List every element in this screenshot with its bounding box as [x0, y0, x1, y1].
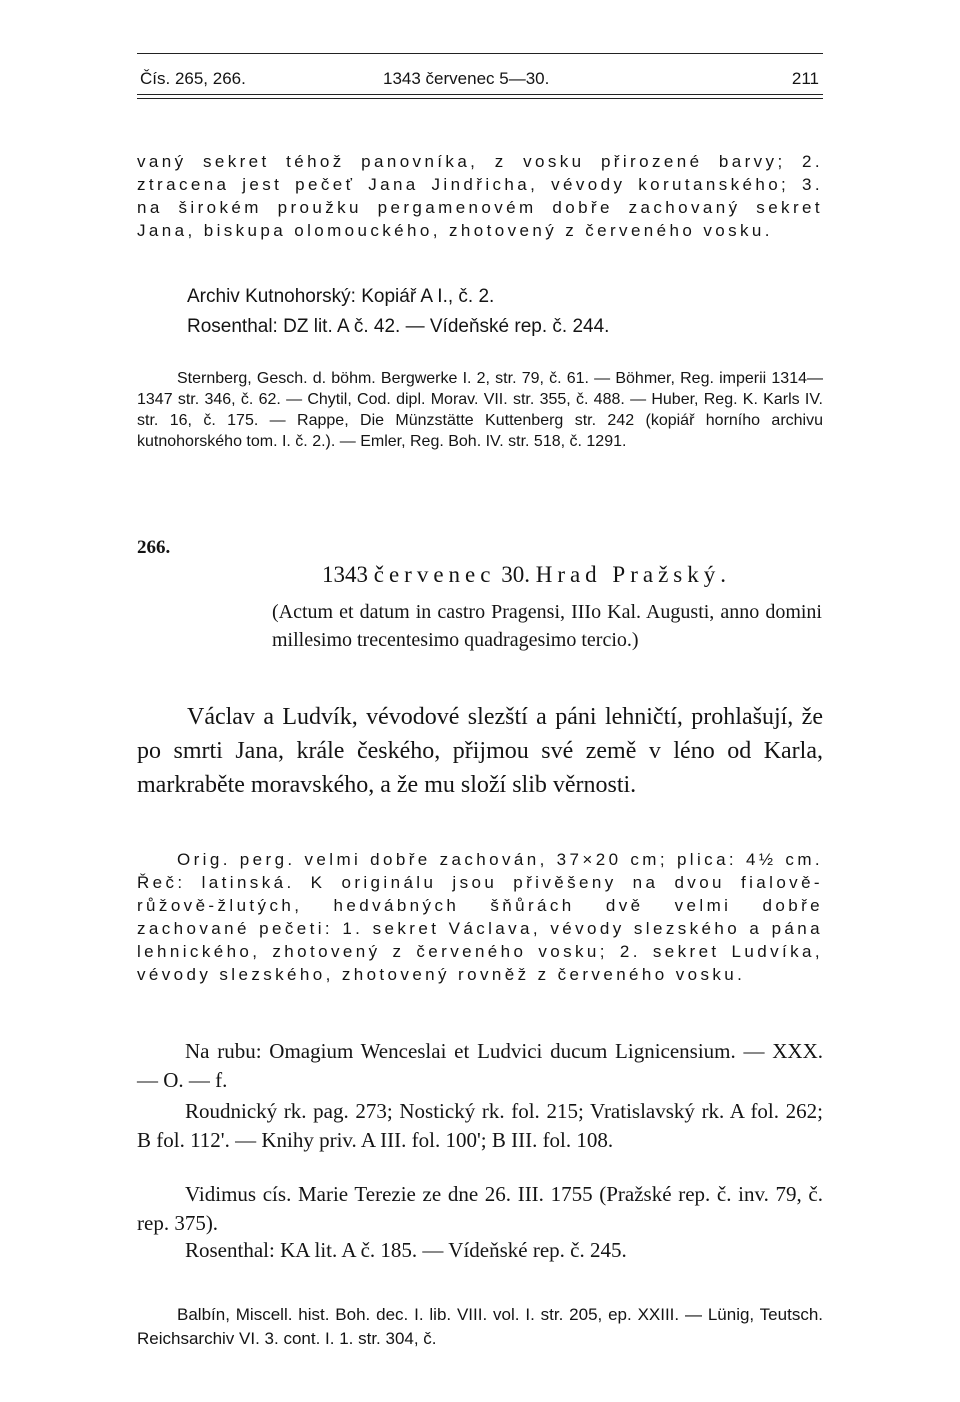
header-rule-bottom: [137, 94, 823, 95]
literature-266: Balbín, Miscell. hist. Boh. dec. I. lib. VIII. vol. I. str. 205, ep. XXIII. — Lünig, Teutsch. Reichsarchiv VI. 3. cont. I. 1. str. 304, č.: [137, 1305, 823, 1348]
dorsal-note: Na rubu: Omagium Wenceslai et Ludvici ducum Lignicensium. — XXX. — O. — f.: [137, 1039, 823, 1092]
copies-note: Roudnický rk. pag. 273; Nostický rk. fol. 215; Vratislavský rk. A fol. 262; B fol. 112'. — Knihy priv. A III. fol. 100'; B III. fol. 108.: [137, 1099, 823, 1152]
place: Hrad Pražský.: [535, 562, 731, 587]
page-number: 211: [791, 69, 819, 88]
date-month: červenec: [373, 562, 496, 587]
document-number: 266.: [137, 537, 171, 558]
date-day: 30.: [501, 562, 530, 587]
header-rule-bottom-thin: [137, 98, 823, 99]
date-year: 1343: [322, 562, 368, 587]
actum-clause: (Actum et datum in castro Pragensi, IIIo Kal. Augusti, anno domini millesimo trecentesimo quadragesimo tercio.): [272, 601, 822, 651]
continuation-paragraph: vaný sekret téhož panovníka, z vosku přirozené barvy; 2. ztracena jest pečeť Jana Jindřicha, vévody korutanského; 3. na širokém proužku pergamenovém dobře zachovaný sekret Jana, biskupa olomouckého, zhotovený z červeného vosku.: [137, 152, 823, 240]
rosenthal-note: Rosenthal: KA lit. A č. 185. — Vídeňské rep. č. 245.: [185, 1238, 627, 1262]
literature-265: Sternberg, Gesch. d. böhm. Bergwerke I. 2, str. 79, č. 61. — Böhmer, Reg. imperii 1314—1347 str. 346, č. 62. — Chytil, Cod. dipl. Morav. VII. str. 355, č. 488. — Huber, Reg. K. Karls IV. str. 16, č. 175. — Rappe, Die Münzstätte Kuttenberg str. 242 (kopiář horního archivu kutnohorského tom. I. č. 2.). — Emler, Reg. Boh. IV. str. 518, č. 1291.: [137, 370, 823, 450]
header-date-range: 1343 červenec 5—30.: [383, 69, 550, 88]
document-date-place: [322, 562, 731, 588]
header-document-numbers: Čís. 265, 266.: [140, 69, 246, 88]
original-description: Orig. perg. velmi dobře zachován, 37×20 cm; plica: 4½ cm. Řeč: latinská. K originálu jsou přivěšeny na dvou fialově-růžově-žlutých, hedvábných šňůrách dvě velmi dobře zachované pečeti: 1. sekret Václava, vévody slezského a pána lehnického, zhotovený z červeného vosku; 2. sekret Ludvíka, vévody slezského, zhotovený rovněž z červeného vosku.: [137, 850, 823, 984]
vidimus-note: Vidimus cís. Marie Terezie ze dne 26. III. 1755 (Pražské rep. č. inv. 79, č. rep. 375).: [137, 1182, 823, 1235]
regest-summary: Václav a Ludvík, vévodové slezští a páni lehničtí, prohlašují, že po smrti Jana, krále českého, přijmou své země v léno od Karla, markraběte moravského, a že mu složí slib věrnosti.: [137, 704, 823, 798]
header-rule-top: [137, 53, 823, 54]
rosenthal-reference: Rosenthal: DZ lit. A č. 42. — Vídeňské rep. č. 244.: [187, 316, 610, 337]
archive-reference: Archiv Kutnohorský: Kopiář A I., č. 2.: [187, 286, 495, 307]
running-header: [137, 64, 823, 98]
